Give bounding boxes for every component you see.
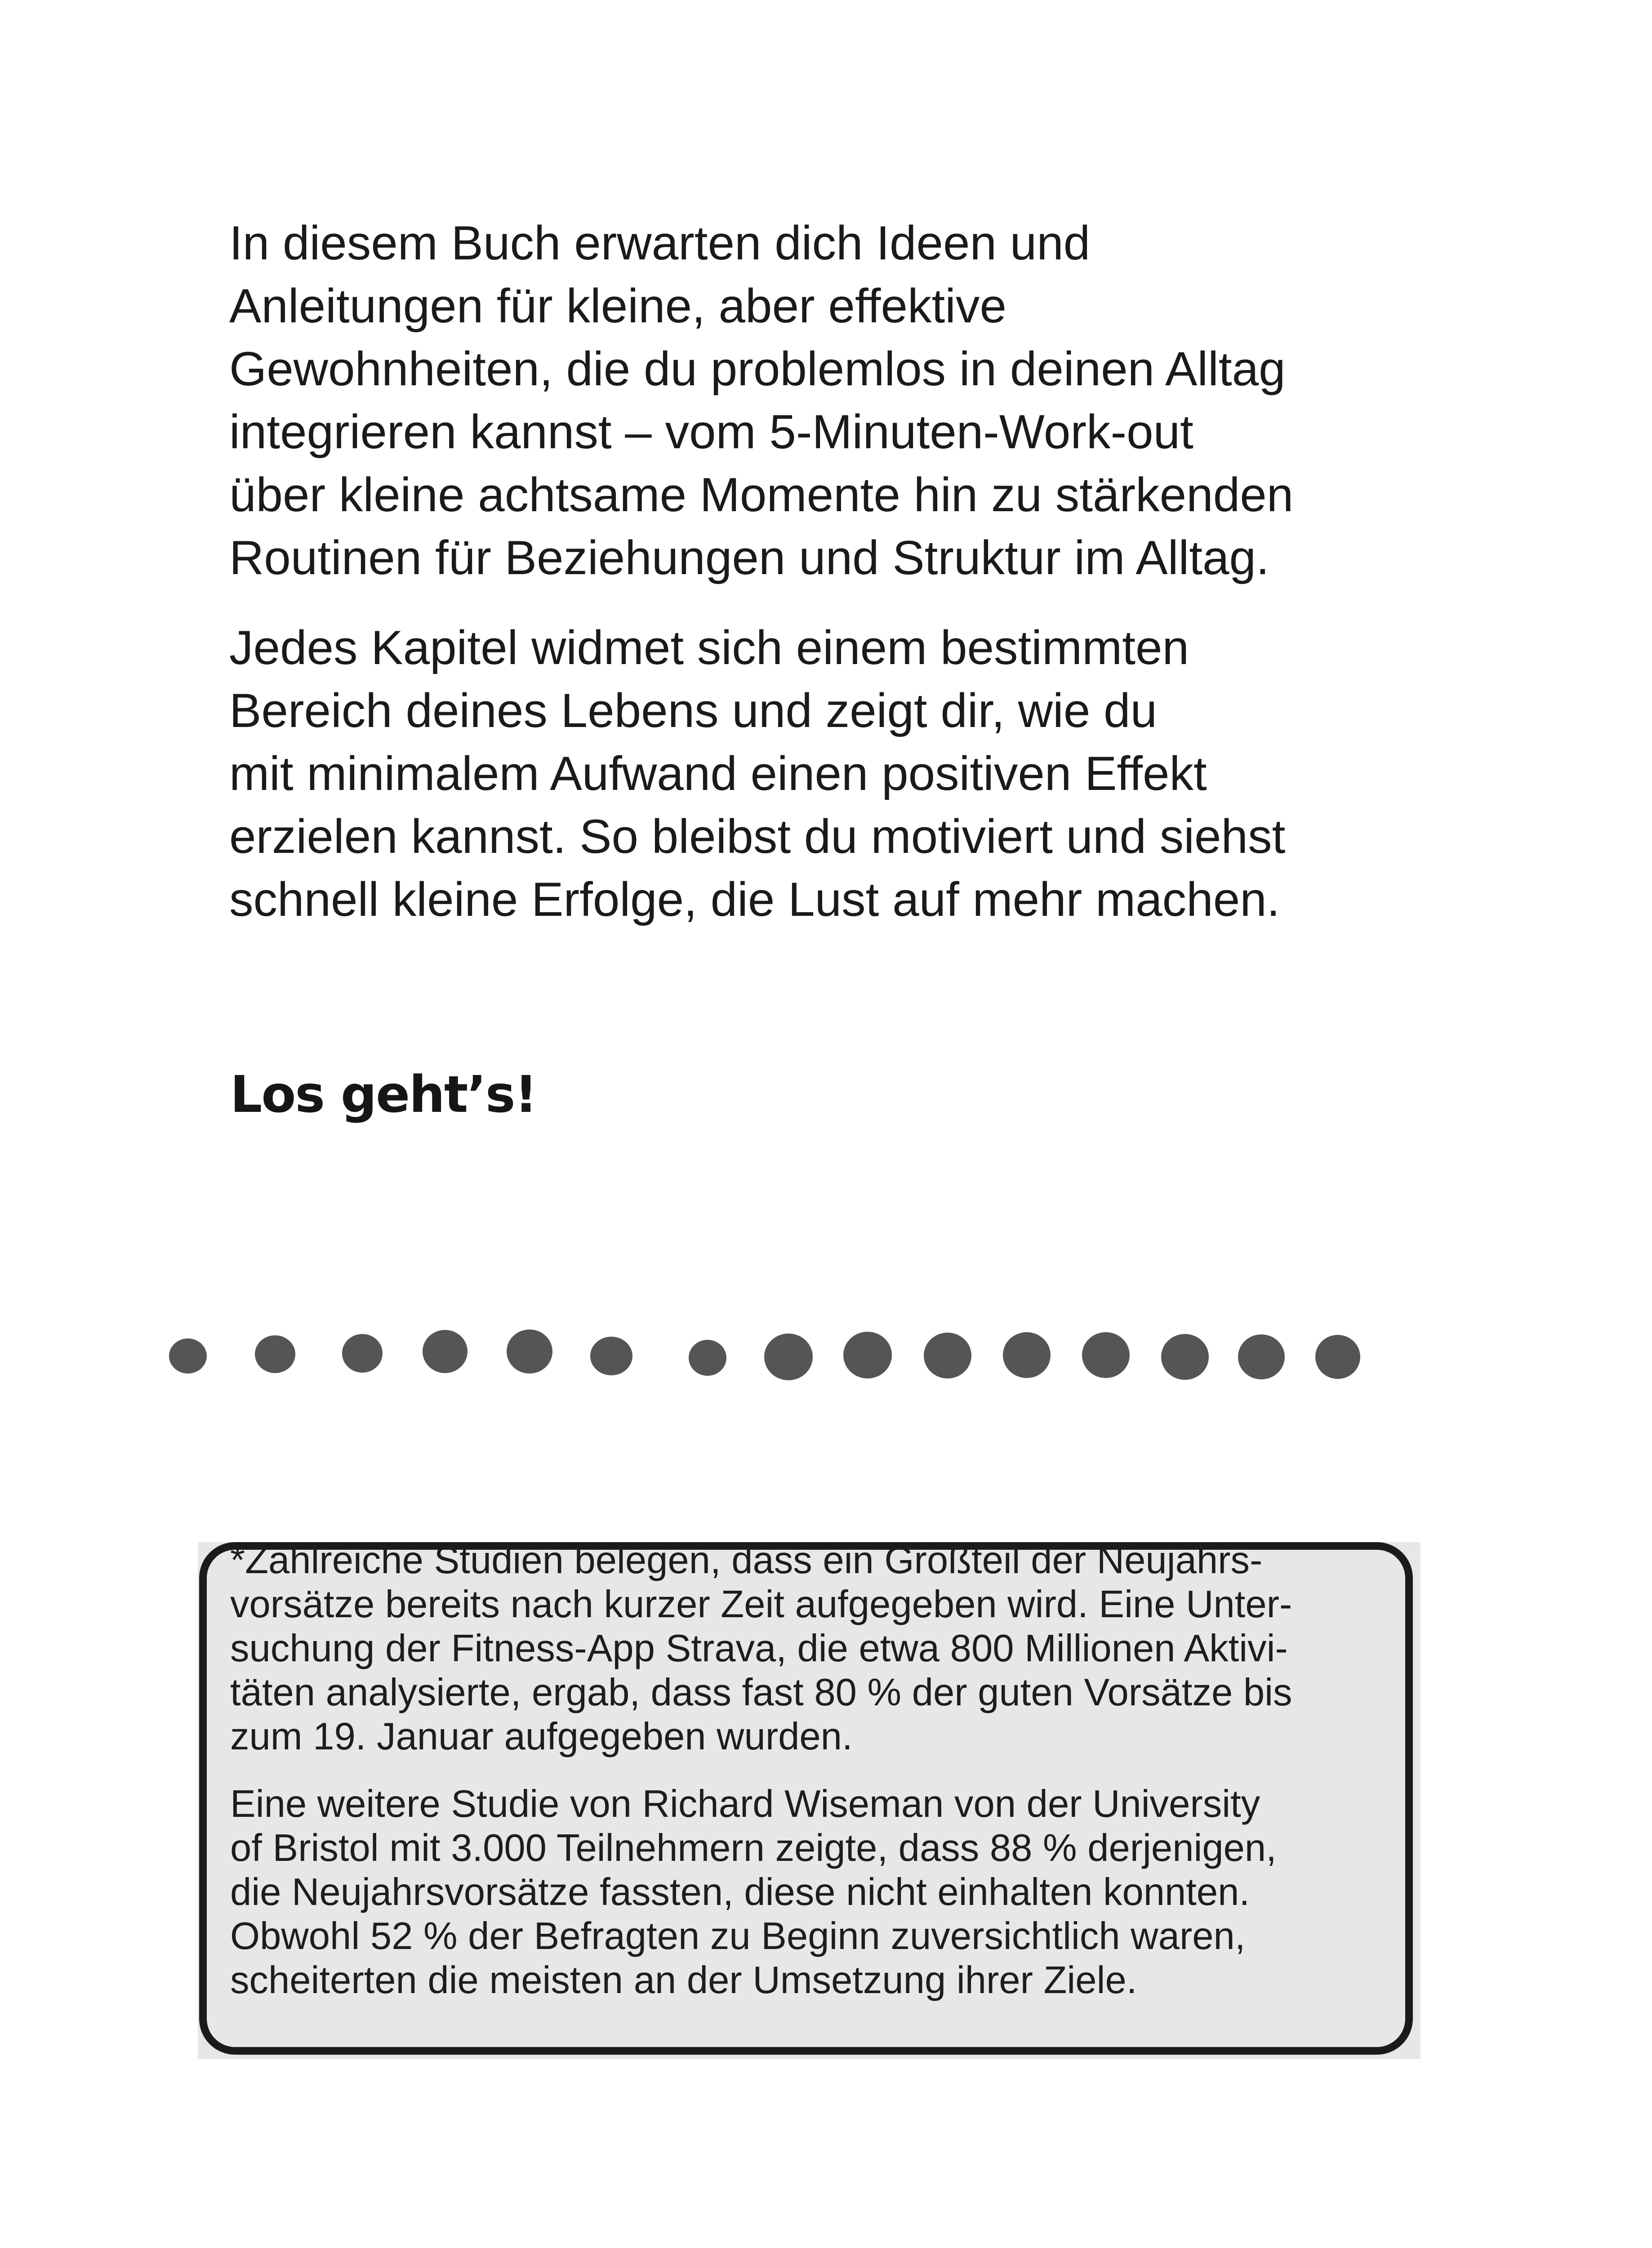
dot-row [169,1329,1360,1380]
footnote-text [230,1539,1399,2026]
intro-paragraph-2 [229,616,1452,931]
text-line: Gewohnheiten, die du problemlos in deinen Alltag [229,342,1286,396]
text-line: schnell kleine Erfolge, die Lust auf mehr machen. [229,872,1280,926]
footnote-paragraph-1 [230,1539,1399,1759]
dot [590,1337,632,1375]
text-line: Bereich deines Lebens und zeigt dir, wie du [229,683,1158,737]
footnote-line: of Bristol mit 3.000 Teilnehmern zeigte, dass 88 % derjenigen, [230,1827,1277,1869]
dot [255,1335,295,1373]
intro-text [229,211,1452,958]
text-line: integrieren kannst – vom 5-Minuten-Work-out [229,405,1193,459]
dot [1161,1334,1209,1380]
dot [1238,1334,1285,1379]
text-line: erzielen kannst. So bleibst du motiviert und siehst [229,809,1286,863]
footnote-line: vorsätze bereits nach kurzer Zeit aufgegeben wird. Eine Unter- [230,1583,1292,1626]
dot [764,1334,813,1380]
footnote-line: scheiterten die meisten an der Umsetzung ihrer Ziele. [230,1959,1137,2002]
dot [1315,1335,1360,1379]
footnote-line: Eine weitere Studie von Richard Wiseman von der University [230,1783,1260,1825]
text-line: Jedes Kapitel widmet sich einem bestimmten [229,620,1189,674]
text-line: mit minimalem Aufwand einen positiven Effekt [229,746,1207,800]
dot [689,1340,726,1376]
footnote-line: zum 19. Januar aufgegeben wurden. [230,1715,853,1758]
dot [843,1332,892,1378]
dot-divider [0,1304,1652,1421]
text-line: über kleine achtsame Momente hin zu stärkenden [229,468,1294,522]
text-line: Routinen für Beziehungen und Struktur im Alltag. [229,531,1269,584]
footnote-line: suchung der Fitness-App Strava, die etwa 800 Millionen Aktivi- [230,1627,1288,1670]
footnote-line: Obwohl 52 % der Befragten zu Beginn zuversichtlich waren, [230,1915,1246,1958]
footnote-paragraph-2 [230,1782,1399,2003]
dot [507,1329,552,1374]
text-line: In diesem Buch erwarten dich Ideen und [229,216,1091,270]
dot [1003,1332,1051,1378]
dot [342,1334,383,1373]
dot [423,1330,468,1373]
closing-heading: Los geht’s! [230,1066,537,1124]
dot-divider-graphic [0,1304,1652,1421]
footnote-line: *Zahlreiche Studien belegen, dass ein Großteil der Neujahrs- [230,1539,1263,1582]
footnote-line: die Neujahrsvorsätze fassten, diese nicht einhalten konnten. [230,1871,1250,1913]
dot [169,1338,207,1374]
dot [1082,1332,1130,1378]
footnote-line: täten analysierte, ergab, dass fast 80 % der guten Vorsätze bis [230,1671,1292,1714]
text-line: Anleitungen für kleine, aber effektive [229,279,1006,333]
intro-paragraph-1 [229,211,1452,589]
dot [924,1333,971,1378]
